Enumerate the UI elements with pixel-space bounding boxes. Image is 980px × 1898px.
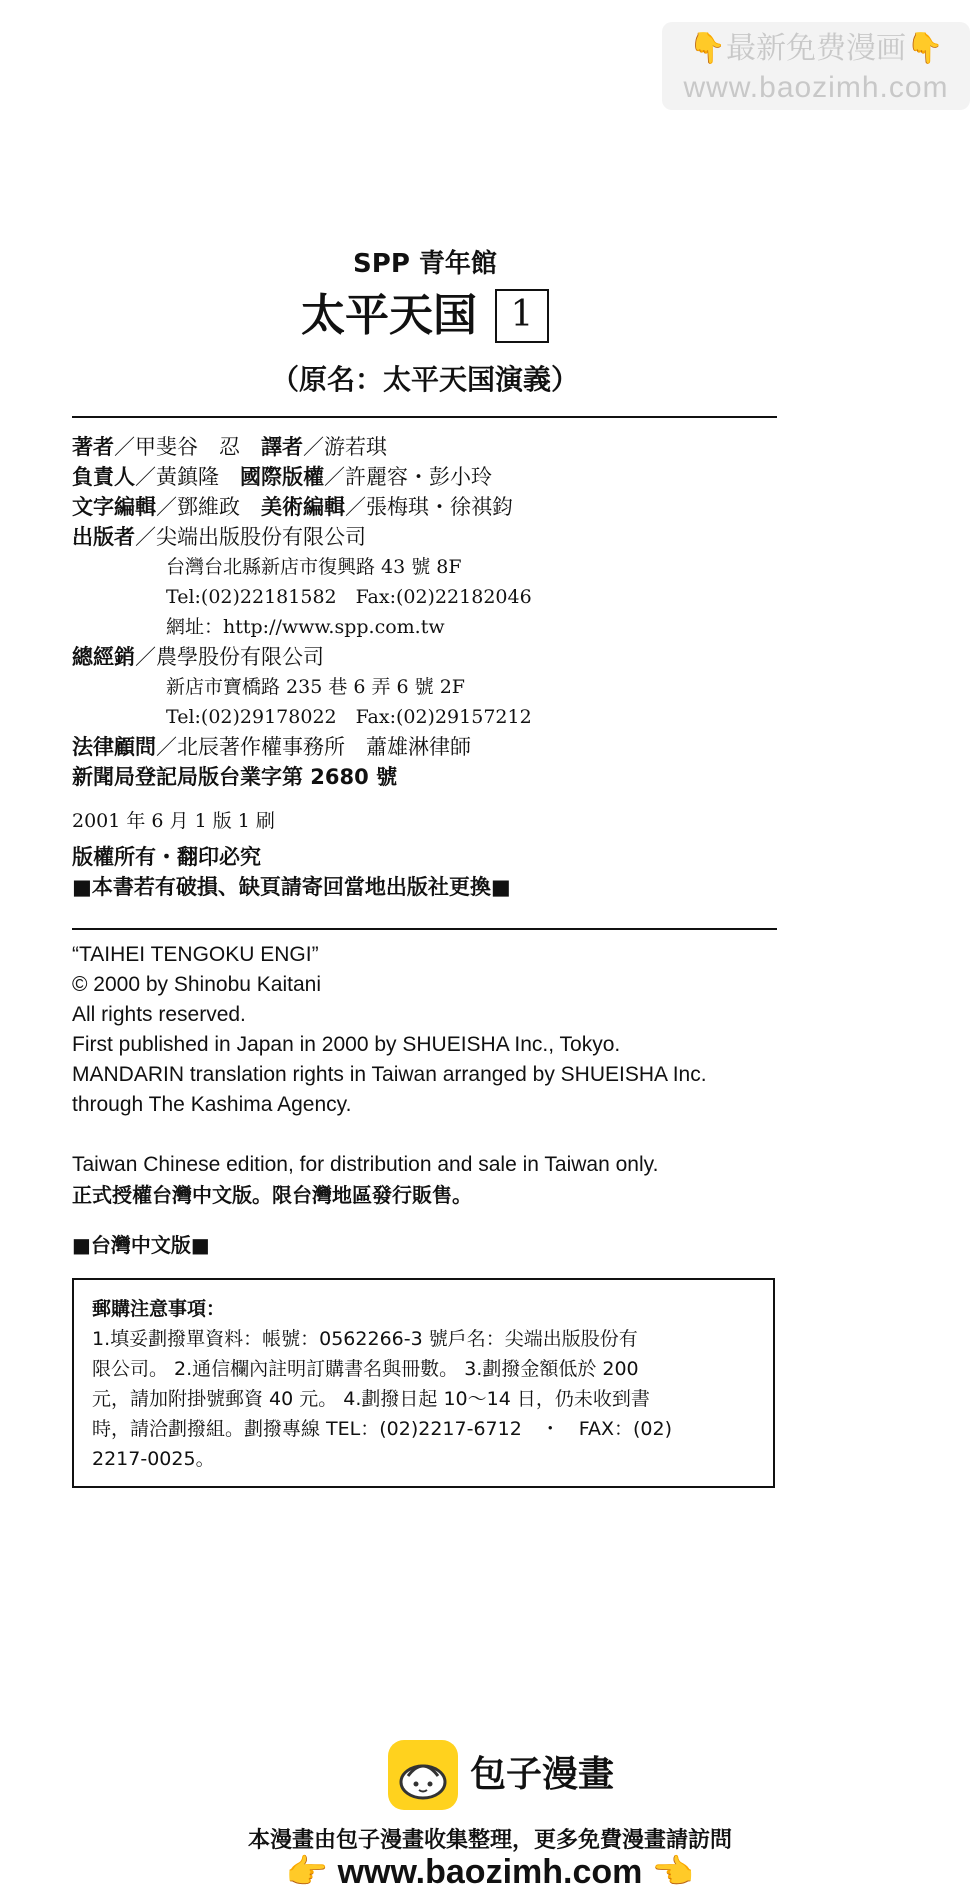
- taiwan-version: ■台灣中文版■: [72, 1233, 210, 1257]
- publisher: ／尖端出版股份有限公司: [135, 525, 366, 549]
- english-mandarin: MANDARIN translation rights in Taiwan arranged by SHUEISHA Inc.: [72, 1063, 707, 1086]
- credit-legal-line: [72, 732, 792, 762]
- mail-order-line: 1.填妥劃撥單資料：帳號：0562266-3 號戶名：尖端出版股份有: [92, 1328, 638, 1350]
- legal: ／北辰著作權事務所 蕭雄淋律師: [156, 735, 471, 759]
- footer-url-row[interactable]: [0, 1852, 980, 1892]
- credit-author-line: [72, 432, 792, 462]
- defect-notice: ■本書若有破損、缺頁請寄回當地出版社更換■: [72, 875, 511, 899]
- watermark-badge: [662, 22, 970, 110]
- publisher-web: 網址：http://www.spp.com.tw: [166, 616, 445, 638]
- legal-label: 法律顧問: [72, 735, 156, 759]
- rights-notice: 版權所有・翻印必究: [72, 845, 261, 869]
- pointing-right-icon: 👉: [285, 1853, 329, 1891]
- translator-label: 譯者: [261, 435, 303, 459]
- art-editor-label: 美術編輯: [261, 495, 345, 519]
- author: ／甲斐谷 忍: [114, 435, 240, 459]
- english-published: First published in Japan in 2000 by SHUEISHA Inc., Tokyo.: [72, 1033, 621, 1056]
- text-editor-label: 文字編輯: [72, 495, 156, 519]
- rights: ／許麗容・彭小玲: [324, 465, 492, 489]
- text-editor: ／鄧維政: [156, 495, 240, 519]
- author-label: 著者: [72, 435, 114, 459]
- volume-number: 1: [495, 289, 549, 343]
- distributor-address: 新店市寶橋路 235 巷 6 弄 6 號 2F: [166, 676, 465, 698]
- english-title: “TAIHEI TENGOKU ENGI”: [72, 943, 319, 966]
- mail-order-line: 時，請洽劃撥組。劃撥專線 TEL：(02)2217-6712 ・ FAX：(02): [92, 1418, 673, 1440]
- english-edition: Taiwan Chinese edition, for distribution and sale in Taiwan only.: [72, 1153, 659, 1176]
- distributor-tel: Tel:(02)29178022 Fax:(02)29157212: [166, 706, 532, 728]
- book-title-row: [0, 286, 850, 346]
- mail-order-box: [72, 1278, 775, 1488]
- credits-block: [72, 432, 792, 902]
- footer-url[interactable]: www.baozimh.com: [337, 1853, 643, 1891]
- promo-text: 本漫畫由包子漫畫收集整理，更多免費漫畫請訪問: [247, 1828, 732, 1853]
- credit-owner-line: [72, 462, 792, 492]
- edition-date: 2001 年 6 月 1 版 1 刷: [72, 810, 275, 832]
- credit-editor-line: [72, 492, 792, 522]
- publisher-address: 台灣台北縣新店市復興路 43 號 8F: [166, 556, 462, 578]
- mail-order-line: 2217-0025。: [92, 1448, 215, 1470]
- original-title: （原名：太平天国演義）: [270, 363, 579, 396]
- english-reserved: All rights reserved.: [72, 1003, 246, 1026]
- mail-order-line: 限公司。 2.通信欄內註明訂購書名與冊數。 3.劃撥金額低於 200: [92, 1358, 639, 1380]
- translator: ／游若琪: [303, 435, 387, 459]
- mail-order-line: 元，請加附掛號郵資 40 元。 4.劃撥日起 10～14 日，仍未收到書: [92, 1388, 650, 1410]
- pointing-left-icon: 👈: [651, 1853, 695, 1891]
- rights-label: 國際版權: [240, 465, 324, 489]
- series-name: SPP 青年館: [353, 249, 497, 279]
- distributor-label: 總經銷: [72, 645, 135, 669]
- publisher-tel: Tel:(02)22181582 Fax:(02)22182046: [166, 586, 532, 608]
- publisher-label: 出版者: [72, 525, 135, 549]
- english-copyright: © 2000 by Shinobu Kaitani: [72, 973, 321, 996]
- owner: ／黃鎮隆: [135, 465, 219, 489]
- watermark-url: www.baozimh.com: [683, 71, 949, 104]
- english-agency: through The Kashima Agency.: [72, 1093, 352, 1116]
- brand-name: 包子漫畫: [470, 1754, 615, 1795]
- authorized-notice: 正式授權台灣中文版。限台灣地區發行販售。: [72, 1183, 472, 1207]
- owner-label: 負責人: [72, 465, 135, 489]
- divider-top: [72, 416, 777, 418]
- divider-middle: [72, 928, 777, 930]
- credit-distributor-line: [72, 642, 792, 672]
- credit-publisher-line: [72, 522, 792, 552]
- english-copyright-block: [72, 940, 792, 1260]
- distributor: ／農學股份有限公司: [135, 645, 324, 669]
- book-title: 太平天国: [301, 290, 477, 341]
- bun-logo-icon: [388, 1740, 458, 1810]
- mail-order-title: 郵購注意事項：: [92, 1298, 226, 1320]
- watermark-line1: 👇最新免费漫画👇: [688, 31, 944, 66]
- registration: 新聞局登記局版台業字第 2680 號: [72, 765, 398, 789]
- art-editor: ／張梅琪・徐祺鈞: [345, 495, 513, 519]
